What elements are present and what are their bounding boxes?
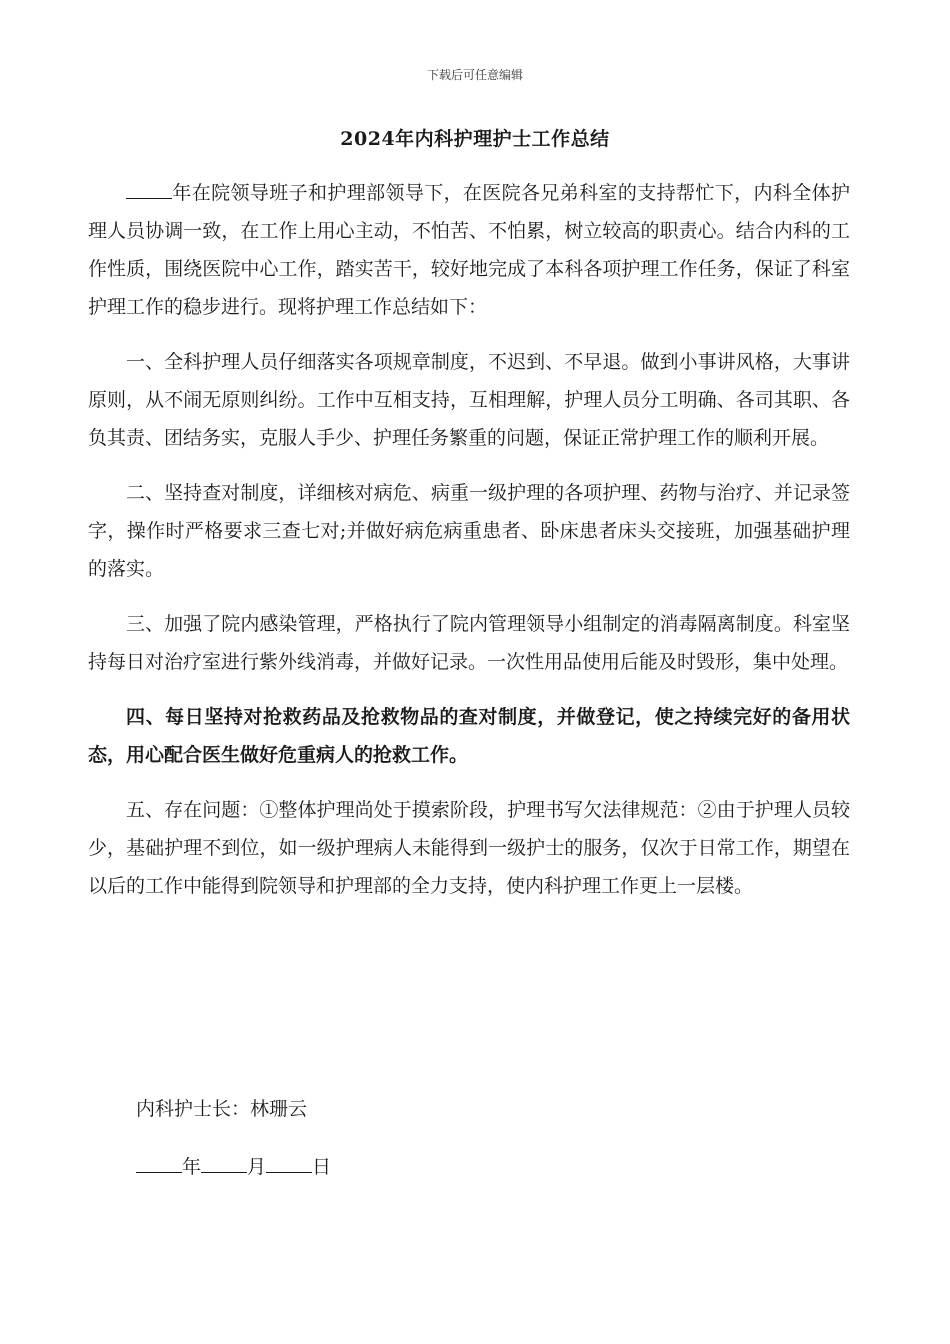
blank-day	[266, 1171, 312, 1173]
paragraph-5: 五、存在问题：①整体护理尚处于摸索阶段，护理书写欠法律规范：②由于护理人员较少，基础护理不到位，如一级护理病人未能得到一级护士的服务，仅次于日常工作，期望在以后的工作中能得到院领导和护理部的全力支持，使内科护理工作更上一层楼。	[88, 799, 850, 897]
signature: 内科护士长：林珊云	[136, 1098, 308, 1120]
date-year-label: 年	[182, 1156, 202, 1178]
blank-year	[136, 1171, 182, 1173]
paragraph-intro	[88, 174, 850, 326]
paragraph-2: 二、坚持查对制度，详细核对病危、病重一级护理的各项护理、药物与治疗、并记录签字，操作时严格要求三查七对;并做好病危病重患者、卧床患者床头交接班，加强基础护理的落实。	[88, 482, 850, 580]
paragraph-4: 四、每日坚持对抢救药品及抢救物品的查对制度，并做登记，使之持续完好的备用状态，用心配合医生做好危重病人的抢救工作。	[88, 706, 850, 766]
paragraph-3: 三、加强了院内感染管理，严格执行了院内管理领导小组制定的消毒隔离制度。科室坚持每日对治疗室进行紫外线消毒，并做好记录。一次性用品使用后能及时毁形，集中处理。	[88, 613, 850, 673]
header-note: 下载后可任意编辑	[426, 68, 523, 82]
date-line	[136, 1152, 331, 1182]
paragraph-1: 一、全科护理人员仔细落实各项规章制度，不迟到、不早退。做到小事讲风格，大事讲原则，从不闹无原则纠纷。工作中互相支持，互相理解，护理人员分工明确、各司其职、各负其责、团结务实，克服人手少、护理任务繁重的问题，保证正常护理工作的顺利开展。	[88, 351, 850, 449]
intro-text: 年在院领导班子和护理部领导下，在医院各兄弟科室的支持帮忙下，内科全体护理人员协调一致，在工作上用心主动，不怕苦、不怕累，树立较高的职责心。结合内科的工作性质，围绕医院中心工作，踏实苦干，较好地完成了本科各项护理工作任务，保证了科室护理工作的稳步进行。现将护理工作总结如下：	[88, 182, 850, 318]
blank-month	[201, 1171, 247, 1173]
document-title: 2024年内科护理护士工作总结	[340, 128, 610, 150]
blank-line	[126, 197, 172, 199]
date-month-label: 月	[247, 1156, 267, 1178]
document-body	[88, 174, 850, 922]
date-day-label: 日	[312, 1156, 332, 1178]
